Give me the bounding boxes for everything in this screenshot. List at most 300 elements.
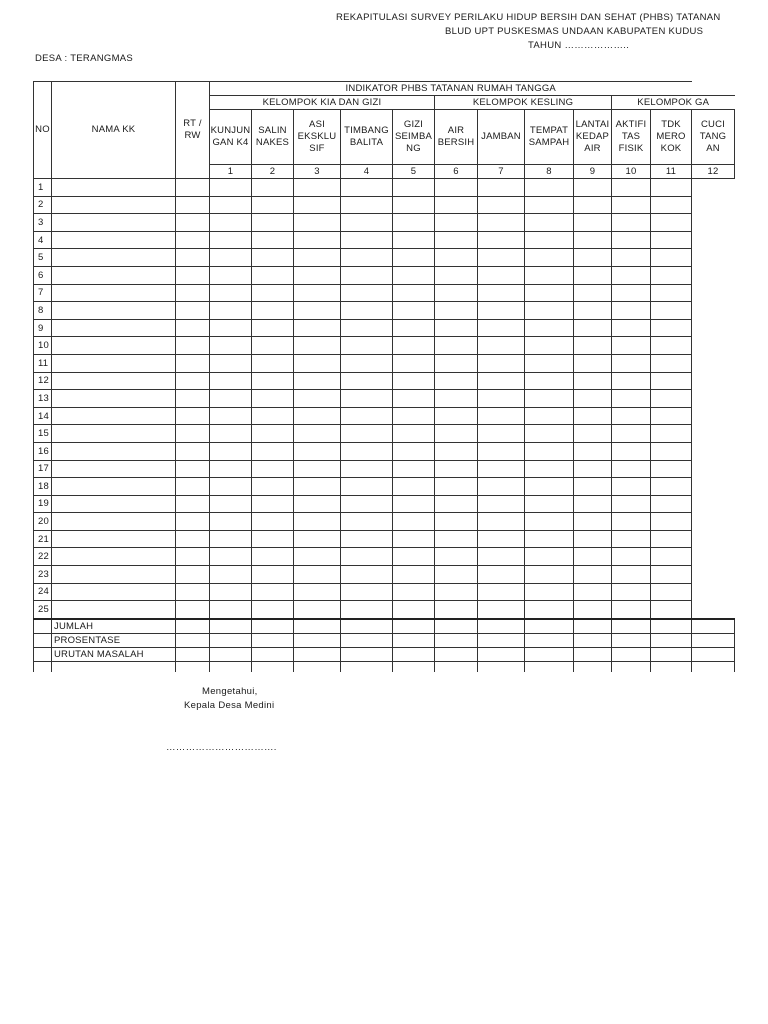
indicator-cell[interactable]	[393, 266, 435, 284]
indicator-cell[interactable]	[651, 337, 692, 355]
indicator-cell[interactable]	[435, 319, 478, 337]
indicator-cell[interactable]	[612, 196, 651, 214]
empty-cell[interactable]	[525, 661, 574, 672]
indicator-cell[interactable]	[252, 513, 294, 531]
indicator-cell[interactable]	[478, 319, 525, 337]
indicator-cell[interactable]	[252, 372, 294, 390]
summary-cell[interactable]	[692, 647, 735, 661]
indicator-cell[interactable]	[341, 390, 393, 408]
nama-kk-cell[interactable]	[52, 302, 176, 320]
summary-cell[interactable]	[525, 619, 574, 634]
summary-cell[interactable]	[612, 633, 651, 647]
indicator-cell[interactable]	[393, 196, 435, 214]
rt-rw-cell[interactable]	[176, 583, 210, 601]
indicator-cell[interactable]	[612, 354, 651, 372]
empty-cell[interactable]	[478, 661, 525, 672]
indicator-cell[interactable]	[210, 354, 252, 372]
indicator-cell[interactable]	[393, 354, 435, 372]
indicator-cell[interactable]	[651, 319, 692, 337]
indicator-cell[interactable]	[478, 530, 525, 548]
indicator-cell[interactable]	[393, 530, 435, 548]
indicator-cell[interactable]	[574, 196, 612, 214]
indicator-cell[interactable]	[341, 337, 393, 355]
indicator-cell[interactable]	[478, 249, 525, 267]
indicator-cell[interactable]	[341, 530, 393, 548]
summary-cell[interactable]	[612, 619, 651, 634]
summary-cell[interactable]	[210, 647, 252, 661]
indicator-cell[interactable]	[435, 302, 478, 320]
summary-cell[interactable]	[210, 633, 252, 647]
indicator-cell[interactable]	[478, 337, 525, 355]
indicator-cell[interactable]	[341, 407, 393, 425]
indicator-cell[interactable]	[478, 425, 525, 443]
summary-cell[interactable]	[393, 633, 435, 647]
indicator-cell[interactable]	[435, 372, 478, 390]
indicator-cell[interactable]	[612, 442, 651, 460]
indicator-cell[interactable]	[341, 478, 393, 496]
indicator-cell[interactable]	[612, 407, 651, 425]
rt-rw-cell[interactable]	[176, 390, 210, 408]
nama-kk-cell[interactable]	[52, 548, 176, 566]
indicator-cell[interactable]	[252, 354, 294, 372]
indicator-cell[interactable]	[612, 337, 651, 355]
indicator-cell[interactable]	[574, 478, 612, 496]
summary-cell[interactable]	[341, 633, 393, 647]
rt-rw-cell[interactable]	[176, 284, 210, 302]
summary-cell[interactable]	[525, 647, 574, 661]
indicator-cell[interactable]	[294, 566, 341, 584]
indicator-cell[interactable]	[252, 179, 294, 197]
indicator-cell[interactable]	[651, 231, 692, 249]
indicator-cell[interactable]	[341, 513, 393, 531]
indicator-cell[interactable]	[574, 214, 612, 232]
indicator-cell[interactable]	[294, 407, 341, 425]
empty-cell[interactable]	[210, 661, 252, 672]
indicator-cell[interactable]	[341, 583, 393, 601]
indicator-cell[interactable]	[574, 249, 612, 267]
indicator-cell[interactable]	[612, 513, 651, 531]
indicator-cell[interactable]	[525, 548, 574, 566]
nama-kk-cell[interactable]	[52, 266, 176, 284]
indicator-cell[interactable]	[252, 530, 294, 548]
indicator-cell[interactable]	[435, 530, 478, 548]
indicator-cell[interactable]	[478, 495, 525, 513]
indicator-cell[interactable]	[393, 249, 435, 267]
indicator-cell[interactable]	[574, 372, 612, 390]
indicator-cell[interactable]	[612, 583, 651, 601]
indicator-cell[interactable]	[525, 179, 574, 197]
indicator-cell[interactable]	[478, 372, 525, 390]
indicator-cell[interactable]	[393, 302, 435, 320]
nama-kk-cell[interactable]	[52, 372, 176, 390]
indicator-cell[interactable]	[341, 548, 393, 566]
nama-kk-cell[interactable]	[52, 566, 176, 584]
indicator-cell[interactable]	[525, 390, 574, 408]
indicator-cell[interactable]	[525, 583, 574, 601]
summary-cell[interactable]	[435, 647, 478, 661]
indicator-cell[interactable]	[435, 337, 478, 355]
indicator-cell[interactable]	[393, 478, 435, 496]
rt-rw-cell[interactable]	[176, 337, 210, 355]
indicator-cell[interactable]	[210, 425, 252, 443]
indicator-cell[interactable]	[478, 478, 525, 496]
indicator-cell[interactable]	[525, 513, 574, 531]
indicator-cell[interactable]	[210, 530, 252, 548]
indicator-cell[interactable]	[252, 583, 294, 601]
indicator-cell[interactable]	[525, 460, 574, 478]
indicator-cell[interactable]	[393, 548, 435, 566]
rt-rw-cell[interactable]	[176, 231, 210, 249]
indicator-cell[interactable]	[478, 601, 525, 619]
indicator-cell[interactable]	[294, 266, 341, 284]
indicator-cell[interactable]	[341, 249, 393, 267]
nama-kk-cell[interactable]	[52, 583, 176, 601]
indicator-cell[interactable]	[574, 530, 612, 548]
indicator-cell[interactable]	[574, 425, 612, 443]
indicator-cell[interactable]	[525, 196, 574, 214]
indicator-cell[interactable]	[651, 407, 692, 425]
indicator-cell[interactable]	[612, 214, 651, 232]
indicator-cell[interactable]	[252, 214, 294, 232]
summary-cell[interactable]	[341, 647, 393, 661]
nama-kk-cell[interactable]	[52, 231, 176, 249]
rt-rw-cell[interactable]	[176, 566, 210, 584]
indicator-cell[interactable]	[574, 284, 612, 302]
indicator-cell[interactable]	[210, 319, 252, 337]
nama-kk-cell[interactable]	[52, 601, 176, 619]
empty-cell[interactable]	[294, 661, 341, 672]
indicator-cell[interactable]	[294, 390, 341, 408]
indicator-cell[interactable]	[435, 196, 478, 214]
indicator-cell[interactable]	[210, 196, 252, 214]
indicator-cell[interactable]	[435, 179, 478, 197]
indicator-cell[interactable]	[651, 460, 692, 478]
indicator-cell[interactable]	[651, 284, 692, 302]
indicator-cell[interactable]	[210, 583, 252, 601]
summary-cell[interactable]	[294, 647, 341, 661]
nama-kk-cell[interactable]	[52, 390, 176, 408]
indicator-cell[interactable]	[525, 266, 574, 284]
summary-cell[interactable]	[252, 633, 294, 647]
indicator-cell[interactable]	[574, 566, 612, 584]
indicator-cell[interactable]	[574, 179, 612, 197]
nama-kk-cell[interactable]	[52, 196, 176, 214]
indicator-cell[interactable]	[612, 179, 651, 197]
indicator-cell[interactable]	[341, 425, 393, 443]
summary-cell[interactable]	[435, 619, 478, 634]
indicator-cell[interactable]	[525, 319, 574, 337]
summary-cell[interactable]	[176, 633, 210, 647]
indicator-cell[interactable]	[612, 319, 651, 337]
indicator-cell[interactable]	[341, 372, 393, 390]
indicator-cell[interactable]	[294, 583, 341, 601]
indicator-cell[interactable]	[651, 266, 692, 284]
indicator-cell[interactable]	[525, 425, 574, 443]
indicator-cell[interactable]	[393, 284, 435, 302]
indicator-cell[interactable]	[574, 583, 612, 601]
indicator-cell[interactable]	[612, 284, 651, 302]
indicator-cell[interactable]	[478, 284, 525, 302]
indicator-cell[interactable]	[525, 354, 574, 372]
summary-cell[interactable]	[435, 633, 478, 647]
summary-cell[interactable]	[478, 633, 525, 647]
indicator-cell[interactable]	[478, 513, 525, 531]
indicator-cell[interactable]	[294, 214, 341, 232]
indicator-cell[interactable]	[294, 425, 341, 443]
nama-kk-cell[interactable]	[52, 337, 176, 355]
summary-cell[interactable]	[651, 647, 692, 661]
indicator-cell[interactable]	[525, 249, 574, 267]
indicator-cell[interactable]	[612, 601, 651, 619]
indicator-cell[interactable]	[393, 566, 435, 584]
indicator-cell[interactable]	[393, 319, 435, 337]
indicator-cell[interactable]	[612, 425, 651, 443]
indicator-cell[interactable]	[435, 425, 478, 443]
rt-rw-cell[interactable]	[176, 513, 210, 531]
empty-cell[interactable]	[574, 661, 612, 672]
indicator-cell[interactable]	[478, 266, 525, 284]
indicator-cell[interactable]	[612, 548, 651, 566]
indicator-cell[interactable]	[252, 601, 294, 619]
empty-cell[interactable]	[176, 661, 210, 672]
nama-kk-cell[interactable]	[52, 530, 176, 548]
summary-cell[interactable]	[612, 647, 651, 661]
indicator-cell[interactable]	[393, 407, 435, 425]
indicator-cell[interactable]	[435, 214, 478, 232]
summary-cell[interactable]	[574, 647, 612, 661]
indicator-cell[interactable]	[210, 284, 252, 302]
indicator-cell[interactable]	[651, 530, 692, 548]
indicator-cell[interactable]	[651, 566, 692, 584]
indicator-cell[interactable]	[435, 354, 478, 372]
indicator-cell[interactable]	[341, 284, 393, 302]
indicator-cell[interactable]	[252, 460, 294, 478]
indicator-cell[interactable]	[294, 179, 341, 197]
rt-rw-cell[interactable]	[176, 319, 210, 337]
indicator-cell[interactable]	[612, 566, 651, 584]
indicator-cell[interactable]	[574, 513, 612, 531]
rt-rw-cell[interactable]	[176, 495, 210, 513]
indicator-cell[interactable]	[435, 478, 478, 496]
indicator-cell[interactable]	[612, 530, 651, 548]
summary-cell[interactable]	[393, 647, 435, 661]
indicator-cell[interactable]	[252, 390, 294, 408]
indicator-cell[interactable]	[252, 478, 294, 496]
rt-rw-cell[interactable]	[176, 530, 210, 548]
empty-cell[interactable]	[52, 661, 176, 672]
rt-rw-cell[interactable]	[176, 354, 210, 372]
indicator-cell[interactable]	[574, 266, 612, 284]
indicator-cell[interactable]	[210, 601, 252, 619]
indicator-cell[interactable]	[210, 266, 252, 284]
indicator-cell[interactable]	[294, 302, 341, 320]
indicator-cell[interactable]	[435, 460, 478, 478]
indicator-cell[interactable]	[525, 372, 574, 390]
indicator-cell[interactable]	[612, 478, 651, 496]
indicator-cell[interactable]	[612, 372, 651, 390]
indicator-cell[interactable]	[651, 354, 692, 372]
indicator-cell[interactable]	[612, 460, 651, 478]
empty-cell[interactable]	[692, 661, 735, 672]
indicator-cell[interactable]	[252, 566, 294, 584]
summary-cell[interactable]	[692, 619, 735, 634]
nama-kk-cell[interactable]	[52, 442, 176, 460]
indicator-cell[interactable]	[651, 179, 692, 197]
indicator-cell[interactable]	[294, 513, 341, 531]
indicator-cell[interactable]	[294, 337, 341, 355]
indicator-cell[interactable]	[393, 513, 435, 531]
nama-kk-cell[interactable]	[52, 249, 176, 267]
indicator-cell[interactable]	[341, 319, 393, 337]
indicator-cell[interactable]	[435, 442, 478, 460]
nama-kk-cell[interactable]	[52, 407, 176, 425]
indicator-cell[interactable]	[574, 407, 612, 425]
indicator-cell[interactable]	[574, 319, 612, 337]
indicator-cell[interactable]	[294, 249, 341, 267]
indicator-cell[interactable]	[574, 460, 612, 478]
indicator-cell[interactable]	[294, 372, 341, 390]
indicator-cell[interactable]	[393, 583, 435, 601]
indicator-cell[interactable]	[341, 354, 393, 372]
indicator-cell[interactable]	[252, 249, 294, 267]
nama-kk-cell[interactable]	[52, 214, 176, 232]
indicator-cell[interactable]	[574, 495, 612, 513]
indicator-cell[interactable]	[525, 566, 574, 584]
indicator-cell[interactable]	[393, 495, 435, 513]
indicator-cell[interactable]	[393, 390, 435, 408]
indicator-cell[interactable]	[651, 601, 692, 619]
indicator-cell[interactable]	[210, 390, 252, 408]
empty-cell[interactable]	[435, 661, 478, 672]
nama-kk-cell[interactable]	[52, 478, 176, 496]
nama-kk-cell[interactable]	[52, 354, 176, 372]
nama-kk-cell[interactable]	[52, 425, 176, 443]
indicator-cell[interactable]	[435, 284, 478, 302]
summary-cell[interactable]	[525, 633, 574, 647]
indicator-cell[interactable]	[478, 460, 525, 478]
indicator-cell[interactable]	[210, 407, 252, 425]
indicator-cell[interactable]	[341, 442, 393, 460]
indicator-cell[interactable]	[525, 231, 574, 249]
indicator-cell[interactable]	[435, 266, 478, 284]
indicator-cell[interactable]	[252, 337, 294, 355]
indicator-cell[interactable]	[210, 214, 252, 232]
indicator-cell[interactable]	[252, 319, 294, 337]
indicator-cell[interactable]	[393, 372, 435, 390]
rt-rw-cell[interactable]	[176, 179, 210, 197]
indicator-cell[interactable]	[525, 284, 574, 302]
summary-cell[interactable]	[252, 619, 294, 634]
indicator-cell[interactable]	[210, 249, 252, 267]
nama-kk-cell[interactable]	[52, 513, 176, 531]
indicator-cell[interactable]	[478, 354, 525, 372]
nama-kk-cell[interactable]	[52, 179, 176, 197]
nama-kk-cell[interactable]	[52, 495, 176, 513]
indicator-cell[interactable]	[574, 442, 612, 460]
indicator-cell[interactable]	[341, 196, 393, 214]
summary-cell[interactable]	[341, 619, 393, 634]
indicator-cell[interactable]	[478, 566, 525, 584]
indicator-cell[interactable]	[210, 495, 252, 513]
indicator-cell[interactable]	[393, 337, 435, 355]
indicator-cell[interactable]	[612, 390, 651, 408]
empty-cell[interactable]	[34, 661, 52, 672]
summary-cell[interactable]	[294, 633, 341, 647]
indicator-cell[interactable]	[574, 337, 612, 355]
indicator-cell[interactable]	[210, 337, 252, 355]
indicator-cell[interactable]	[435, 231, 478, 249]
indicator-cell[interactable]	[252, 425, 294, 443]
indicator-cell[interactable]	[435, 566, 478, 584]
indicator-cell[interactable]	[252, 231, 294, 249]
indicator-cell[interactable]	[574, 390, 612, 408]
rt-rw-cell[interactable]	[176, 548, 210, 566]
indicator-cell[interactable]	[478, 548, 525, 566]
indicator-cell[interactable]	[651, 390, 692, 408]
indicator-cell[interactable]	[651, 583, 692, 601]
indicator-cell[interactable]	[341, 566, 393, 584]
indicator-cell[interactable]	[651, 196, 692, 214]
indicator-cell[interactable]	[525, 478, 574, 496]
indicator-cell[interactable]	[435, 495, 478, 513]
indicator-cell[interactable]	[525, 302, 574, 320]
rt-rw-cell[interactable]	[176, 302, 210, 320]
indicator-cell[interactable]	[294, 460, 341, 478]
indicator-cell[interactable]	[393, 179, 435, 197]
indicator-cell[interactable]	[478, 302, 525, 320]
indicator-cell[interactable]	[478, 196, 525, 214]
indicator-cell[interactable]	[612, 302, 651, 320]
summary-cell[interactable]	[651, 619, 692, 634]
nama-kk-cell[interactable]	[52, 460, 176, 478]
indicator-cell[interactable]	[341, 266, 393, 284]
summary-cell[interactable]	[692, 633, 735, 647]
indicator-cell[interactable]	[294, 354, 341, 372]
indicator-cell[interactable]	[210, 548, 252, 566]
summary-cell[interactable]	[478, 647, 525, 661]
indicator-cell[interactable]	[435, 583, 478, 601]
indicator-cell[interactable]	[651, 513, 692, 531]
indicator-cell[interactable]	[210, 179, 252, 197]
indicator-cell[interactable]	[525, 407, 574, 425]
indicator-cell[interactable]	[252, 495, 294, 513]
indicator-cell[interactable]	[393, 231, 435, 249]
rt-rw-cell[interactable]	[176, 214, 210, 232]
indicator-cell[interactable]	[252, 266, 294, 284]
rt-rw-cell[interactable]	[176, 407, 210, 425]
indicator-cell[interactable]	[478, 214, 525, 232]
rt-rw-cell[interactable]	[176, 196, 210, 214]
indicator-cell[interactable]	[210, 302, 252, 320]
indicator-cell[interactable]	[393, 460, 435, 478]
indicator-cell[interactable]	[252, 548, 294, 566]
indicator-cell[interactable]	[341, 460, 393, 478]
indicator-cell[interactable]	[294, 495, 341, 513]
indicator-cell[interactable]	[294, 601, 341, 619]
empty-cell[interactable]	[341, 661, 393, 672]
indicator-cell[interactable]	[294, 231, 341, 249]
indicator-cell[interactable]	[210, 460, 252, 478]
indicator-cell[interactable]	[294, 319, 341, 337]
indicator-cell[interactable]	[651, 214, 692, 232]
indicator-cell[interactable]	[252, 442, 294, 460]
indicator-cell[interactable]	[651, 495, 692, 513]
indicator-cell[interactable]	[341, 601, 393, 619]
indicator-cell[interactable]	[435, 390, 478, 408]
summary-cell[interactable]	[651, 633, 692, 647]
indicator-cell[interactable]	[252, 302, 294, 320]
indicator-cell[interactable]	[252, 407, 294, 425]
